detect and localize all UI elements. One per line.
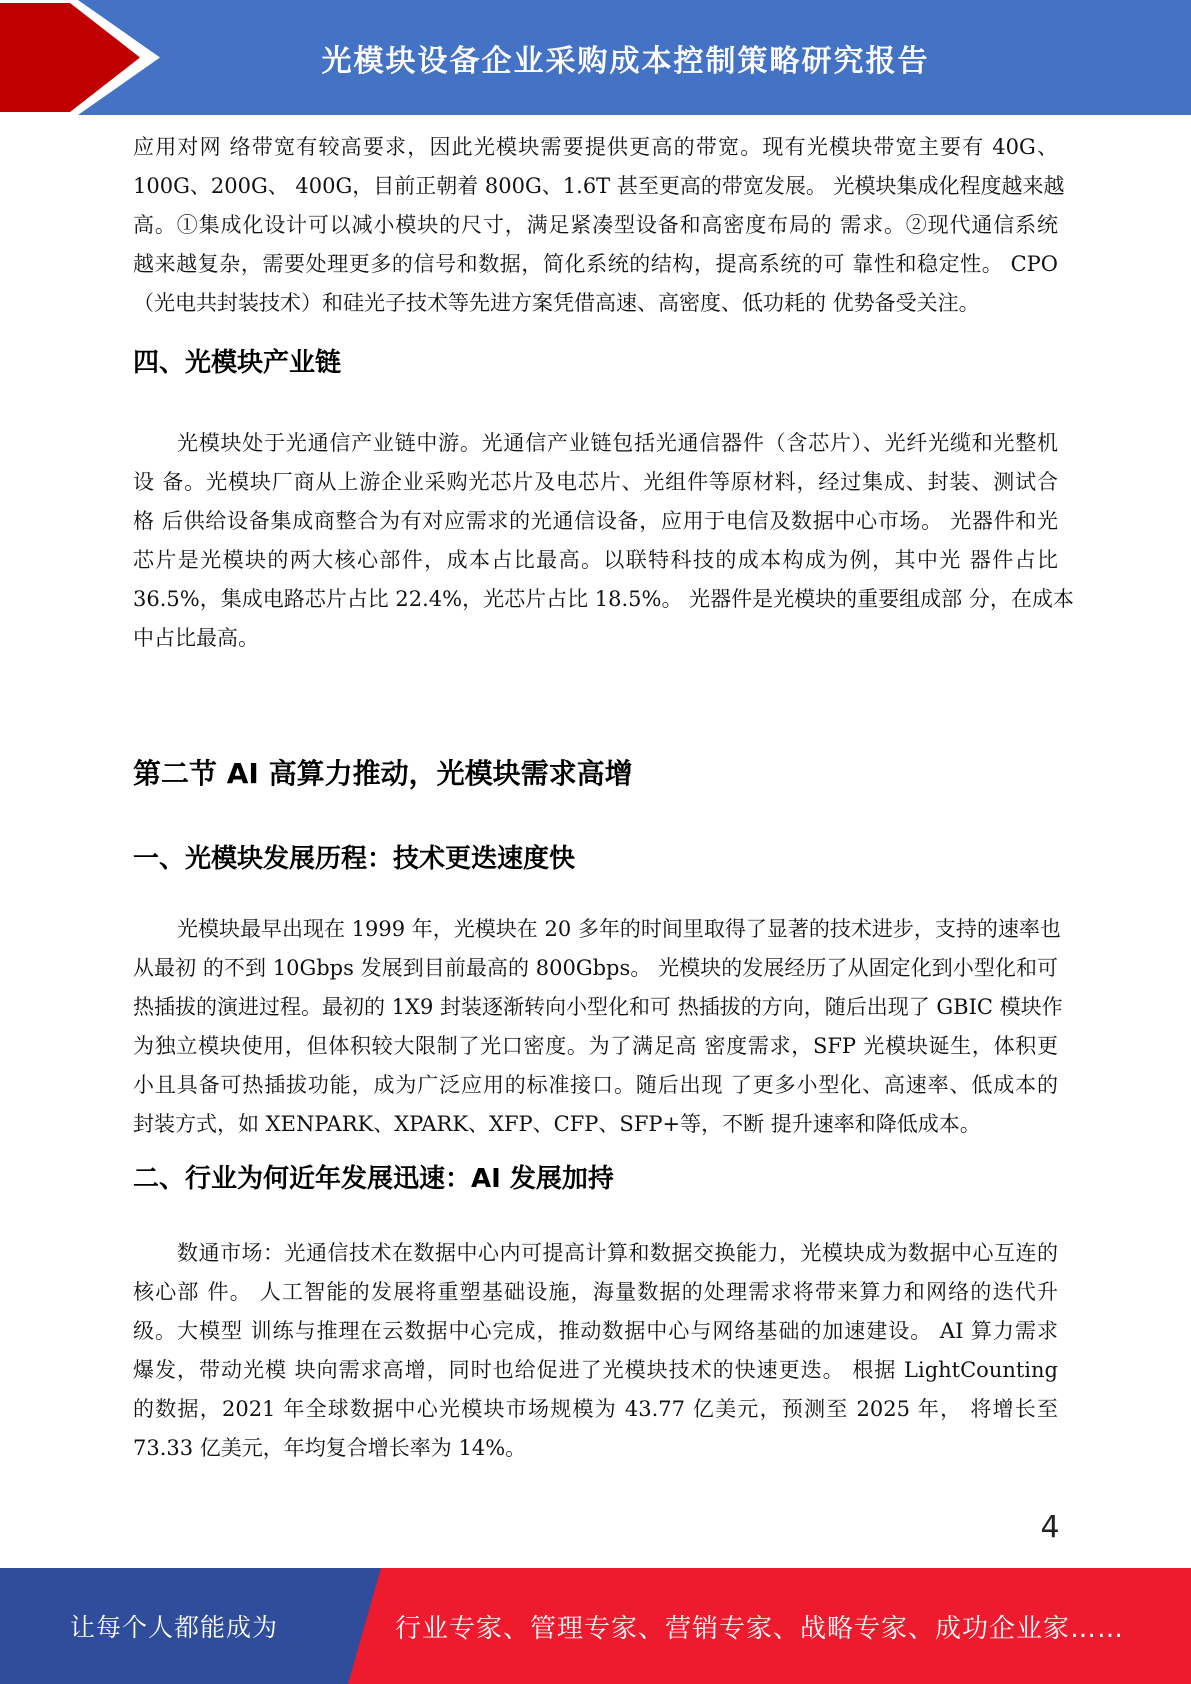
body-line: 热插拔的演进过程。最初的 1X9 封装逐渐转向小型化和可 热插拔的方向，随后出现了 GBIC 模块作 (133, 995, 1063, 1019)
header-bar (0, 0, 1191, 115)
body-line: 设 备。光模块厂商从上游企业采购光芯片及电芯片、光组件等原材料，经过集成、封装、测试合 (133, 470, 1058, 494)
paragraph-industry-chain (133, 424, 1074, 658)
body-line: 光模块最早出现在 1999 年，光模块在 20 多年的时间里取得了显著的技术进步，支持的速率也 (177, 917, 1061, 941)
body-line: 36.5%，集成电路芯片占比 22.4%，光芯片占比 18.5%。 光器件是光模块的重要组成部 分，在成本 (133, 587, 1074, 611)
heading-industry-chain: 四、光模块产业链 (133, 348, 342, 378)
body-line: 核心部 件。 人工智能的发展将重塑基础设施，海量数据的处理需求将带来算力和网络的迭代升 (133, 1280, 1058, 1304)
body-line: 数通市场：光通信技术在数据中心内可提高计算和数据交换能力，光模块成为数据中心互连的 (177, 1241, 1058, 1265)
body-line: 高。①集成化设计可以减小模块的尺寸，满足紧凑型设备和高密度布局的 需求。②现代通信系统 (133, 213, 1058, 237)
body-line: 小且具备可热插拔功能，成为广泛应用的标准接口。随后出现 了更多小型化、高速率、低成本的 (133, 1073, 1058, 1097)
body-line: 中占比最高。 (133, 626, 259, 650)
paragraph-ai-growth (133, 1234, 1058, 1468)
body-line: 光模块处于光通信产业链中游。光通信产业链包括光通信器件（含芯片）、光纤光缆和光整机 (177, 431, 1058, 455)
body-line: 越来越复杂，需要处理更多的信号和数据，简化系统的结构，提高系统的可 靠性和稳定性。 CPO (133, 252, 1058, 276)
footer-slogan-right: 行业专家、管理专家、营销专家、战略专家、成功企业家…… (395, 1613, 1125, 1644)
body-line: 芯片是光模块的两大核心部件，成本占比最高。以联特科技的成本构成为例，其中光 器件占比 (133, 548, 1058, 572)
body-line: （光电共封装技术）和硅光子技术等先进方案凭借高速、高密度、低功耗的 优势备受关注。 (133, 291, 980, 315)
body-line: 73.33 亿美元，年均复合增长率为 14%。 (133, 1436, 527, 1460)
body-line: 应用对网 络带宽有较高要求，因此光模块需要提供更高的带宽。现有光模块带宽主要有 40G、 (133, 135, 1058, 159)
paragraph-bandwidth (133, 128, 1065, 323)
body-line: 格 后供给设备集成商整合为有对应需求的光通信设备，应用于电信及数据中心市场。 光器件和光 (133, 509, 1058, 533)
body-line: 级。大模型 训练与推理在云数据中心完成，推动数据中心与网络基础的加速建设。 AI 算力需求 (133, 1319, 1058, 1343)
body-line: 为独立模块使用，但体积较大限制了光口密度。为了满足高 密度需求，SFP 光模块诞生，体积更 (133, 1034, 1058, 1058)
body-line: 从最初 的不到 10Gbps 发展到目前最高的 800Gbps。 光模块的发展经历了从固定化到小型化和可 (133, 956, 1058, 980)
heading-development-history: 一、光模块发展历程：技术更迭速度快 (133, 844, 576, 874)
heading-section-2: 第二节 AI 高算力推动，光模块需求高增 (133, 757, 633, 790)
footer-bar (0, 1568, 1191, 1684)
heading-ai-growth: 二、行业为何近年发展迅速：AI 发展加持 (133, 1164, 614, 1194)
page-number: 4 (1040, 1510, 1060, 1545)
footer-slogan-left: 让每个人都能成为 (69, 1613, 278, 1642)
body-line: 的数据，2021 年全球数据中心光模块市场规模为 43.77 亿美元，预测至 2025 年， 将增长至 (133, 1397, 1058, 1421)
paragraph-development-history (133, 910, 1063, 1144)
body-line: 100G、200G、 400G，目前正朝着 800G、1.6T 甚至更高的带宽发展。 光模块集成化程度越来越 (133, 174, 1065, 198)
body-line: 封装方式，如 XENPARK、XPARK、XFP、CFP、SFP+等，不断 提升速率和降低成本。 (133, 1112, 981, 1136)
body-line: 爆发，带动光模 块向需求高增，同时也给促进了光模块技术的快速更迭。 根据 LightCounting (133, 1358, 1058, 1382)
red-chevron-icon (0, 0, 170, 115)
page-title: 光模块设备企业采购成本控制策略研究报告 (321, 43, 930, 79)
